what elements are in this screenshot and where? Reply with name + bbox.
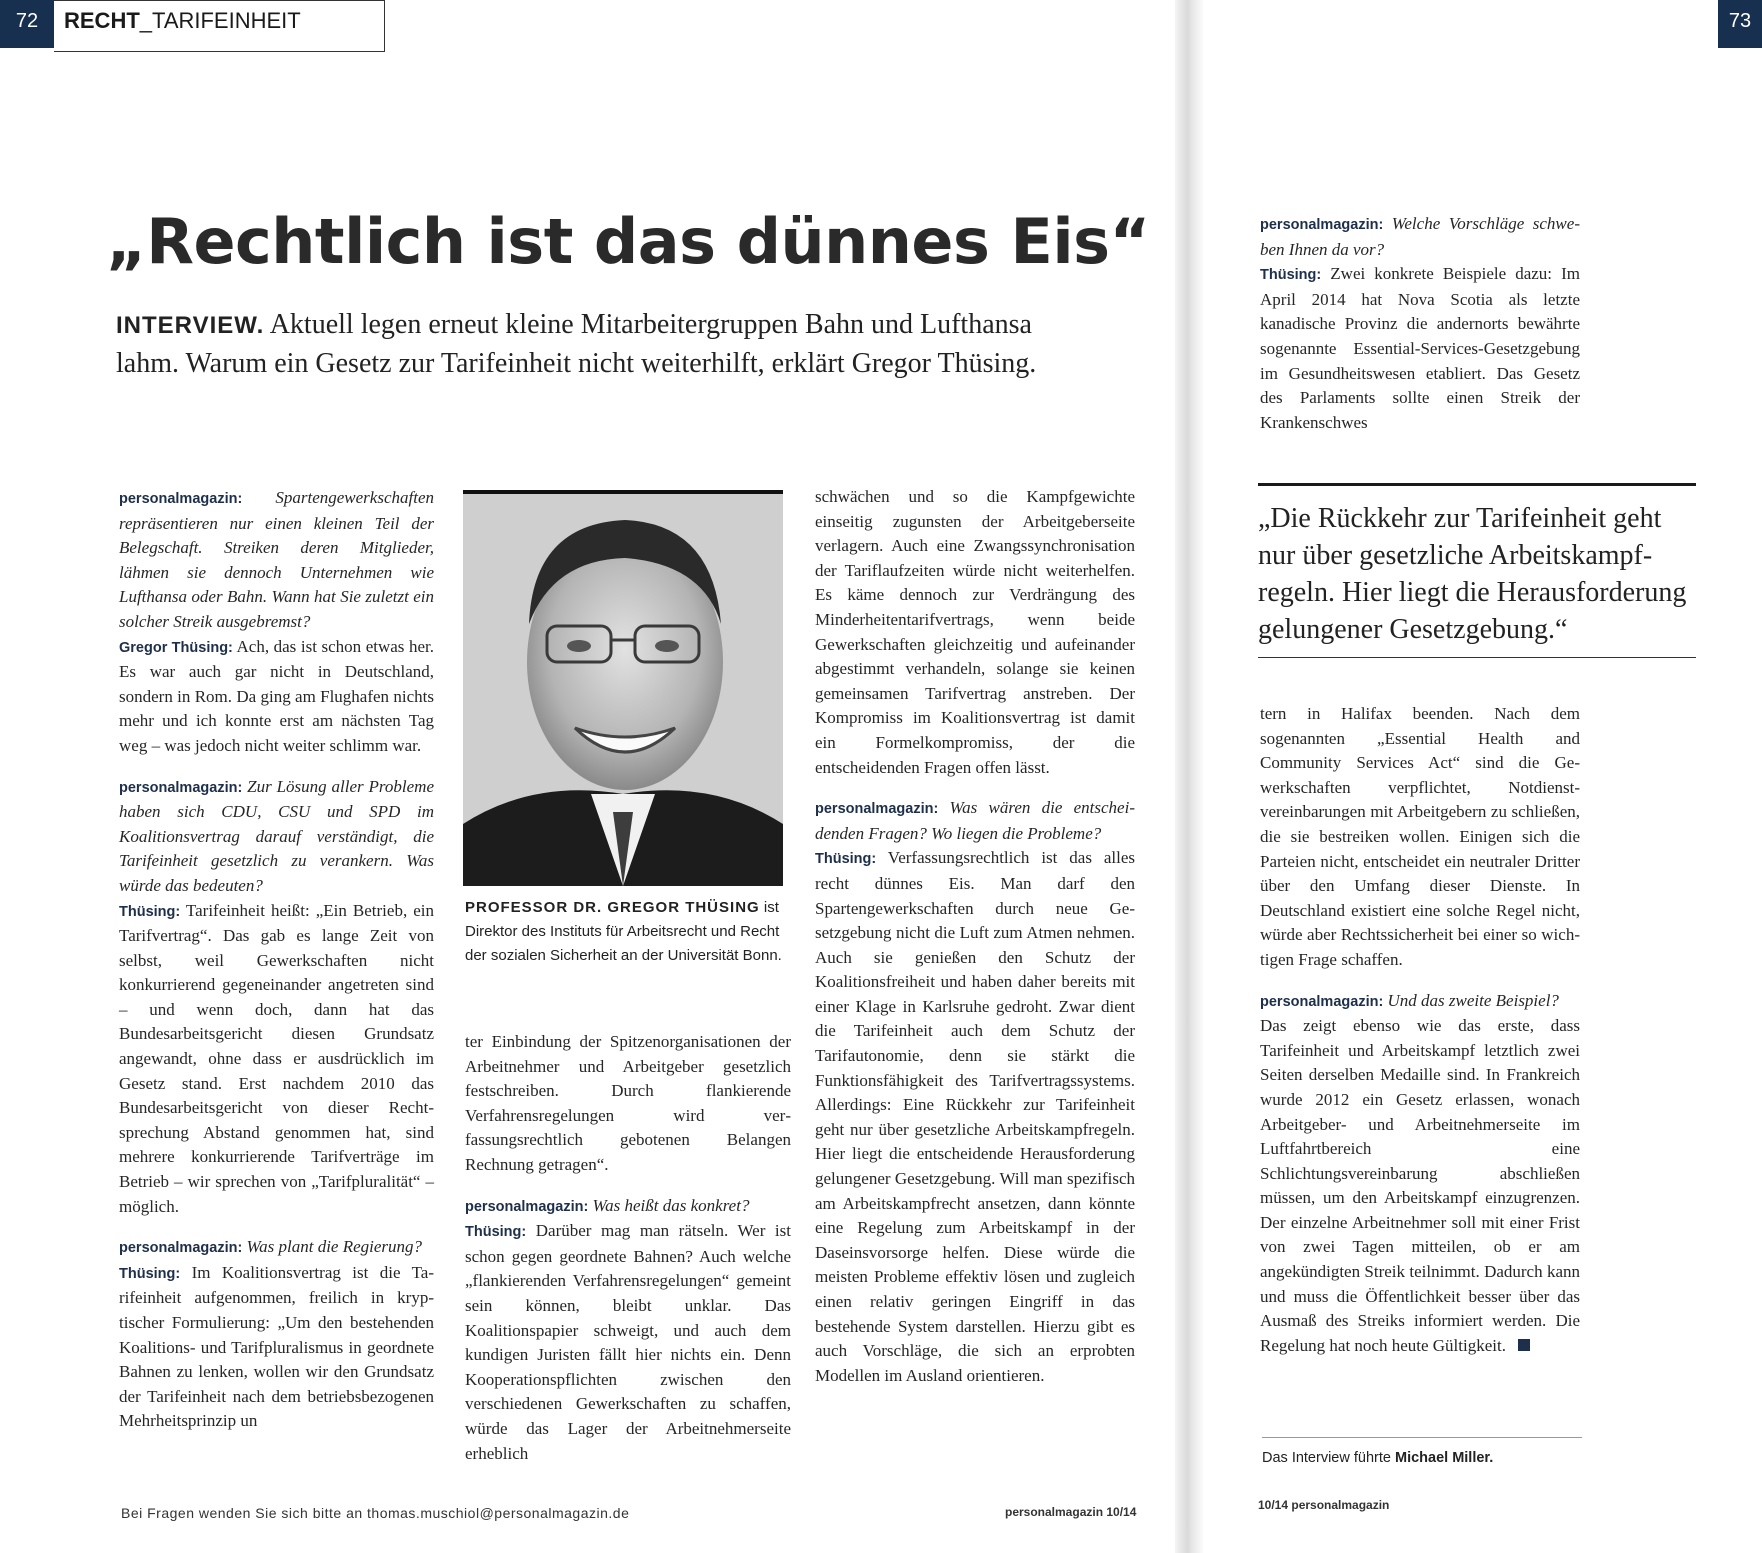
lead-kicker: INTERVIEW. (116, 312, 265, 339)
answer-label: Gregor Thüsing: (119, 639, 233, 656)
column-4-bottom (1260, 702, 1580, 1374)
lead-paragraph (116, 306, 1096, 383)
section-rest: _TARIFEINHEIT (139, 8, 301, 33)
headline: „Rechtlich ist das dünnes Eis“ (106, 205, 1150, 278)
answer-text: Darüber mag man rätseln. Wer ist schon gegen geordnete Bahnen? Auch welche „flankierenden Verfahrensregelungen“ gemeint sein können, bleibt unklar. Das Koalitionspapier schweigt, und auch dem kundigen Juristen fällt hier nichts ein. Denn Kooperationspflichten zwischen den verschiedenen Gewerkschaften zu schaffen, würde das Lager der Arbeitnehmerseite erheblich (465, 1221, 791, 1463)
question-label: personalmagazin: (1260, 993, 1384, 1010)
column-2 (465, 1030, 791, 1482)
question-3 (119, 1235, 434, 1261)
question-label: personalmagazin: (465, 1198, 589, 1215)
page-gutter (1175, 0, 1203, 1553)
left-folio: personalmagazin 10/14 (1005, 1505, 1137, 1519)
answer-3 (119, 1261, 434, 1434)
question-text: Was heißt das konkret? (588, 1195, 750, 1215)
question-4 (465, 1194, 791, 1220)
credit-name: Michael Miller. (1394, 1450, 1494, 1466)
answer-text: Ach, das ist schon etwas her. Es war auch gar nicht in Deutschland, sondern in Rom. Da ging am Flughafen nichts mehr und ich konnte erst am nächsten Tag weg – was jedoch nicht weiter schlimm war. (119, 636, 434, 755)
question-label: personalmagazin: (119, 1240, 243, 1257)
section-bold: RECHT (64, 8, 140, 33)
question-7 (1260, 989, 1580, 1015)
question-text: Was plant die Regierung? (242, 1237, 423, 1257)
right-page-number: 73 (1718, 0, 1762, 48)
photo-caption (465, 896, 785, 968)
answer-1 (119, 635, 434, 759)
portrait-photo (463, 490, 783, 886)
column-4-top (1260, 212, 1580, 451)
end-mark-icon (1518, 1339, 1530, 1351)
answer-text: Tarifeinheit heißt: „Ein Betrieb, ein Tarifvertrag“. Das gab es lange Zeit von selbst, weil Gewerkschaften nicht konkurrierend gegeneinander angetreten sind – und wenn doch, dann hat das Bundesarbeitsgericht diesen Grundsatz angewandt, ohne dass er ausdrücklich im Gesetz stand. Erst nachdem 2010 das Bundesarbeitsgericht von dieser Rechtsprechung Abstand genommen hat, sind mehrere konkurrierende Tarifverträge im Betrieb – wir sprechen von „Tarifpluralität“ – möglich. (119, 900, 434, 1216)
answer-label: Thüsing: (119, 1265, 181, 1282)
column-1 (119, 486, 434, 1450)
answer-text: Zwei konkrete Beispiele dazu: Im April 2014 hat Nova Scotia als letzte kanadische Provinz die andernorts bewährte sogenannte Essential-Services-Gesetzgebung im Gesundheitswesen etabliert. Das Gesetz des Parlaments sollte einen Streik der Krankenschwes (1260, 264, 1580, 432)
right-folio: 10/14 personalmagazin (1258, 1498, 1390, 1512)
answer-7 (1260, 1014, 1580, 1358)
question-text: Welche Vorschläge schweben Ihnen da vor? (1260, 214, 1580, 259)
answer-4-continued: schwächen und so die Kampfgewichte einseitig zugunsten der Arbeitgeberseite verlagern. Auch eine Zwangssynchronisation der Tariflaufzeiten würde nicht weiterhelfen. Es käme dennoch zur Verdrängung des Minderheitentarifvertrags, wenn beide Gewerkschaften gleichzeitig und aufeinander abgestimmt verhandeln, solange sie keinen gemeinsamen Tarifvertrag anstreben. Der Kompromiss im Koalitionsvertrag ist damit ein Formelkompromiss, der die entscheidenden Fragen offen lässt. (815, 487, 1135, 777)
section-header (54, 0, 385, 52)
answer-2 (119, 899, 434, 1220)
column-3 (815, 485, 1135, 1404)
answer-6-continued: tern in Halifax beenden. Nach dem sogenannten „Essential Health and Community Services Act“ sind die Gewerkschaften verpflichtet, Notdienstvereinbarungen mit Arbeitgebern zu schließen, die sie bestreiken wollen. Einigen sich die Parteien nicht, entscheidet ein neutraler Dritter über den Umfang dieser Dienste. In Deutschland existiert eine solche Regel nicht, würde aber Rechtssicherheit bei einer so wichtigen Frage schaffen. (1260, 704, 1580, 969)
interview-credit (1262, 1437, 1582, 1466)
question-label: personalmagazin: (815, 801, 939, 818)
answer-text: Verfassungsrechtlich ist das alles recht dünnes Eis. Man darf den Spartengewerkschaften durch neue Gesetzgebung nicht die Luft zum Atmen nehmen. Auch sie genießen den Schutz der Koalitionsfreiheit und haben daher bereits mit einer Klage in Karlsruhe gedroht. Zwar dient die Tarifeinheit auch dem Schutz der Tarifautonomie, denn sie stärkt die Funktionsfähigkeit des Tarifvertragssystems. Allerdings: Eine Rückkehr zur Tarifeinheit geht nur über gesetzliche Arbeitskampfregeln. Hier liegt die entscheidende Herausforderung gelungener Gesetzgebung. Will man spezifisch am Arbeitskampfrecht ansetzen, dann könnte eine Regelung zum Arbeitskampf in der Daseinsvorsorge helfen. Diese würde die meisten Probleme effektiv lösen und zugleich einen relativ geringen Eingriff in das bestehende System darstellen. Hierzu gibt es auch Vorschläge, die sich an erprobten Modellen im Ausland orientieren. (815, 848, 1135, 1385)
credit-text: Das Interview führte (1262, 1450, 1395, 1466)
question-text: Und das zweite Beispiel? (1383, 990, 1559, 1010)
contact-note: Bei Fragen wenden Sie sich bitte an thomas.muschiol@personalmagazin.de (121, 1505, 630, 1521)
caption-text: ist Direktor des Instituts für Arbeitsrecht und Recht der sozialen Sicherheit an der Universität Bonn. (465, 899, 782, 964)
answer-text: Im Koalitionsvertrag ist die Tarifeinheit aufgenommen, freilich in kryptischer Formulierung: „Um den bestehenden Koalitions- und Tarifpluralismus in geordnete Bahnen zu lenken, wollen wir den Grundsatz der Tarifeinheit nach dem betriebsbezogenen Mehrheitsprinzip un (119, 1262, 434, 1431)
answer-label: Thüsing: (465, 1224, 527, 1241)
question-label: personalmagazin: (119, 779, 243, 796)
answer-label: Thüsing: (1260, 267, 1322, 284)
answer-6 (1260, 262, 1580, 435)
pull-quote (1258, 483, 1696, 658)
answer-5 (815, 846, 1135, 1388)
caption-name: PROFESSOR DR. GREGOR THÜSING (465, 899, 760, 916)
question-text: Was wären die entscheidenden Fragen? Wo liegen die Probleme? (815, 798, 1135, 843)
lead-text: Aktuell legen erneut kleine Mitarbeitergruppen Bahn und Lufthansa lahm. Warum ein Gesetz zur Tarifeinheit nicht weiterhilft, erklärt Gregor Thüsing. (116, 309, 1037, 379)
answer-4 (465, 1219, 791, 1466)
question-5 (815, 796, 1135, 846)
answer-text: Das zeigt ebenso wie das erste, dass Tarifeinheit und Arbeitskampf letztlich zwei Seiten derselben Medaille sind. In Frankreich wurde 2012 ein Gesetz erlassen, wonach Arbeitgeber- und Arbeitnehmerseite im Luftfahrtbereich eine Schlichtungsvereinbarung abschließen müssen, um den Arbeitskampf einzugrenzen. Der einzelne Arbeitnehmer soll mit einer Frist von zwei Tagen mitteilen, ob er am angekündigten Streik teilnimmt. Dadurch kann und muss die Öffentlichkeit besser über das Ausmaß des Streiks informiert werden. Die Regelung hat noch heute Gültigkeit. (1260, 1016, 1580, 1355)
question-label: personalmagazin: (119, 491, 243, 507)
question-6 (1260, 212, 1580, 262)
question-2 (119, 775, 434, 899)
question-1 (119, 486, 434, 635)
question-text: Zur Lösung aller Probleme haben sich CDU, CSU und SPD im Koalitionsvertrag darauf verständigt, die Tarifeinheit gesetzlich zu verankern. Was würde das bedeuten? (119, 776, 434, 895)
answer-label: Thüsing: (815, 851, 877, 868)
portrait-image (463, 494, 783, 886)
pull-quote-text: „Die Rückkehr zur Tarifeinheit geht nur über gesetzliche Arbeitskampfregeln. Hier liegt die Herausforderung gelungener Gesetzgebung.“ (1258, 503, 1687, 645)
question-label: personalmagazin: (1260, 217, 1384, 233)
answer-3-continued: ter Einbindung der Spitzenorganisationen der Arbeitnehmer und Arbeitgeber gesetzlich festschreiben. Durch flankierende Verfahrensregelungen wird verfassungsrechtlich gebotenen Belangen Rechnung getragen“. (465, 1032, 791, 1174)
left-page-number: 72 (0, 0, 54, 48)
answer-label: Thüsing: (119, 903, 181, 920)
question-text: Spartengewerkschaften repräsentieren nur einen kleinen Teil der Belegschaft. Streiken deren Mitglieder, lähmen sie dennoch Unternehmen wie Lufthansa oder Bahn. Wann hat Sie zuletzt ein solcher Streik ausgebremst? (119, 488, 434, 631)
